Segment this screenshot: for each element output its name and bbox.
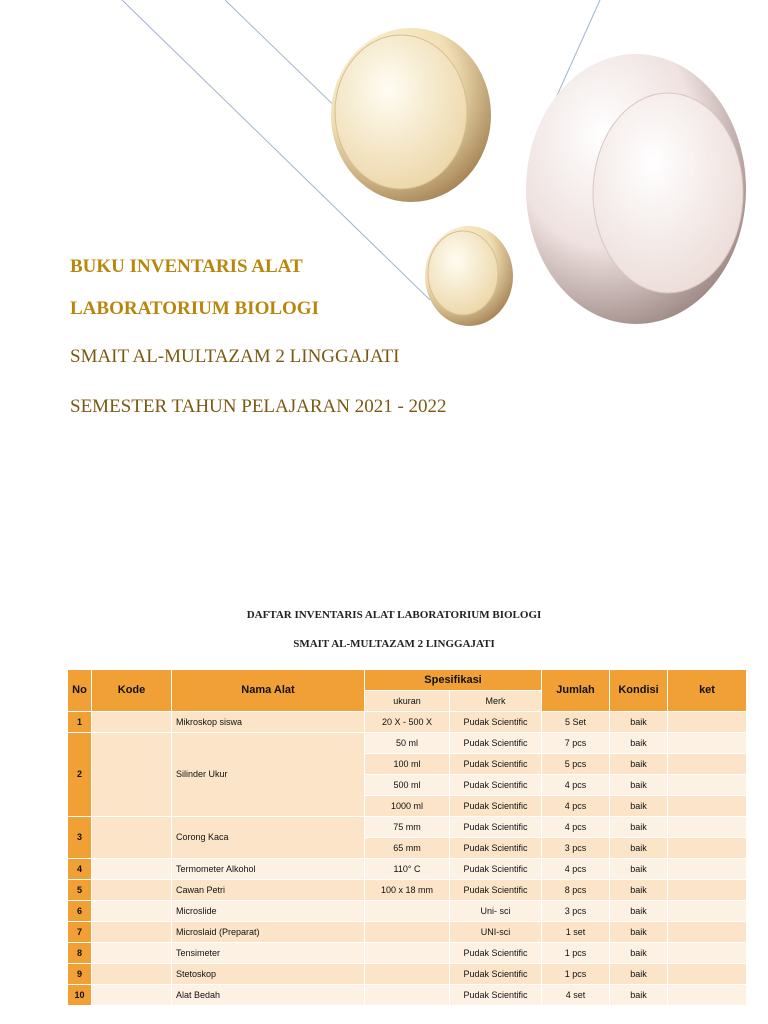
cell-ukuran: 500 ml [365, 775, 450, 796]
cell-no: 8 [68, 943, 92, 964]
list-school: SMAIT AL-MULTAZAM 2 LINGGAJATI [293, 638, 495, 650]
cell-kode [92, 712, 172, 733]
cell-merk: UNI-sci [450, 922, 542, 943]
cell-kode [92, 964, 172, 985]
cell-merk: Pudak Scientific [450, 712, 542, 733]
cell-kode [92, 985, 172, 1006]
cell-no: 7 [68, 922, 92, 943]
cell-merk: Pudak Scientific [450, 754, 542, 775]
cell-merk: Pudak Scientific [450, 775, 542, 796]
cell-kode [92, 943, 172, 964]
sphere-large [526, 54, 746, 324]
cell-ukuran: 100 x 18 mm [365, 880, 450, 901]
cell-kondisi: baik [610, 943, 668, 964]
table-row [68, 943, 747, 964]
table-row [68, 880, 747, 901]
cell-nama: Alat Bedah [172, 985, 365, 1006]
cell-jumlah: 4 pcs [542, 817, 610, 838]
cell-kondisi: baik [610, 859, 668, 880]
inventory-table [67, 669, 747, 1006]
cell-jumlah: 1 pcs [542, 943, 610, 964]
cover-title: BUKU INVENTARIS ALAT [70, 256, 303, 277]
cell-ukuran [365, 964, 450, 985]
cell-kondisi: baik [610, 922, 668, 943]
cell-nama: Mikroskop siswa [172, 712, 365, 733]
cell-ket [668, 901, 747, 922]
cell-jumlah: 7 pcs [542, 733, 610, 754]
cell-kode [92, 880, 172, 901]
cell-nama: Tensimeter [172, 943, 365, 964]
cell-kode [92, 817, 172, 859]
header-jumlah: Jumlah [542, 670, 610, 712]
cell-ukuran [365, 943, 450, 964]
cell-ukuran: 50 ml [365, 733, 450, 754]
cell-kode [92, 733, 172, 817]
cell-kondisi: baik [610, 712, 668, 733]
cell-no: 9 [68, 964, 92, 985]
table-row [68, 964, 747, 985]
cell-kondisi: baik [610, 880, 668, 901]
cell-jumlah: 4 pcs [542, 796, 610, 817]
cell-ukuran [365, 901, 450, 922]
cell-kode [92, 901, 172, 922]
cell-kondisi: baik [610, 838, 668, 859]
cell-ket [668, 754, 747, 775]
cell-nama: Termometer Alkohol [172, 859, 365, 880]
table-row [68, 901, 747, 922]
cell-ket [668, 943, 747, 964]
sphere-medium [331, 28, 491, 202]
cell-ukuran: 75 mm [365, 817, 450, 838]
cell-nama: Corong Kaca [172, 817, 365, 859]
cell-jumlah: 1 set [542, 922, 610, 943]
cell-merk: Pudak Scientific [450, 859, 542, 880]
cell-no: 10 [68, 985, 92, 1006]
cell-ket [668, 922, 747, 943]
cell-kondisi: baik [610, 817, 668, 838]
cell-no: 3 [68, 817, 92, 859]
cell-no: 6 [68, 901, 92, 922]
cell-merk: Pudak Scientific [450, 880, 542, 901]
cell-jumlah: 5 pcs [542, 754, 610, 775]
cell-ket [668, 838, 747, 859]
cell-ukuran [365, 922, 450, 943]
table-row [68, 817, 747, 838]
cover-subtitle: LABORATORIUM BIOLOGI [70, 298, 319, 319]
cell-ket [668, 817, 747, 838]
cell-merk: Pudak Scientific [450, 943, 542, 964]
cell-kondisi: baik [610, 985, 668, 1006]
cell-jumlah: 4 pcs [542, 859, 610, 880]
cover-decoration [0, 0, 768, 340]
cell-ket [668, 796, 747, 817]
cell-nama: Microslaid (Preparat) [172, 922, 365, 943]
cell-jumlah: 1 pcs [542, 964, 610, 985]
cell-nama: Microslide [172, 901, 365, 922]
cell-ket [668, 859, 747, 880]
header-ukuran: ukuran [365, 691, 450, 712]
header-spesifikasi: Spesifikasi [365, 670, 542, 691]
cell-jumlah: 4 pcs [542, 775, 610, 796]
cell-ukuran: 65 mm [365, 838, 450, 859]
cell-merk: Pudak Scientific [450, 964, 542, 985]
cell-no: 4 [68, 859, 92, 880]
cell-merk: Pudak Scientific [450, 838, 542, 859]
header-nama-alat: Nama Alat [172, 670, 365, 712]
cell-merk: Pudak Scientific [450, 985, 542, 1006]
cell-no: 2 [68, 733, 92, 817]
header-no: No [68, 670, 92, 712]
cell-kode [92, 922, 172, 943]
list-title: DAFTAR INVENTARIS ALAT LABORATORIUM BIOLOGI [246, 609, 542, 621]
cell-jumlah: 4 set [542, 985, 610, 1006]
cell-kondisi: baik [610, 796, 668, 817]
cell-kondisi: baik [610, 964, 668, 985]
cell-ket [668, 985, 747, 1006]
cell-nama: Silinder Ukur [172, 733, 365, 817]
cell-kondisi: baik [610, 901, 668, 922]
cell-kondisi: baik [610, 733, 668, 754]
cell-merk: Pudak Scientific [450, 817, 542, 838]
cell-ukuran: 100 ml [365, 754, 450, 775]
cell-ukuran: 110° C [365, 859, 450, 880]
cell-ket [668, 712, 747, 733]
cell-jumlah: 3 pcs [542, 838, 610, 859]
cell-kode [92, 859, 172, 880]
header-ket: ket [668, 670, 747, 712]
table-row [68, 985, 747, 1006]
cell-jumlah: 3 pcs [542, 901, 610, 922]
cell-kondisi: baik [610, 775, 668, 796]
cell-merk: Uni- sci [450, 901, 542, 922]
table-row [68, 859, 747, 880]
cell-jumlah: 5 Set [542, 712, 610, 733]
cell-nama: Cawan Petri [172, 880, 365, 901]
cell-nama: Stetoskop [172, 964, 365, 985]
header-merk: Merk [450, 691, 542, 712]
header-kondisi: Kondisi [610, 670, 668, 712]
cell-merk: Pudak Scientific [450, 796, 542, 817]
cell-jumlah: 8 pcs [542, 880, 610, 901]
cell-ukuran: 20 X - 500 X [365, 712, 450, 733]
table-row [68, 922, 747, 943]
table-row [68, 712, 747, 733]
cell-merk: Pudak Scientific [450, 733, 542, 754]
table-row [68, 733, 747, 754]
cell-ket [668, 880, 747, 901]
cell-kondisi: baik [610, 754, 668, 775]
cell-no: 1 [68, 712, 92, 733]
cell-ket [668, 775, 747, 796]
school-name: SMAIT AL-MULTAZAM 2 LINGGAJATI [70, 346, 400, 367]
cell-ket [668, 964, 747, 985]
semester-year: SEMESTER TAHUN PELAJARAN 2021 - 2022 [70, 396, 447, 417]
sphere-small [425, 226, 513, 326]
header-kode: Kode [92, 670, 172, 712]
cell-ket [668, 733, 747, 754]
cell-ukuran: 1000 ml [365, 796, 450, 817]
cell-no: 5 [68, 880, 92, 901]
cell-ukuran [365, 985, 450, 1006]
